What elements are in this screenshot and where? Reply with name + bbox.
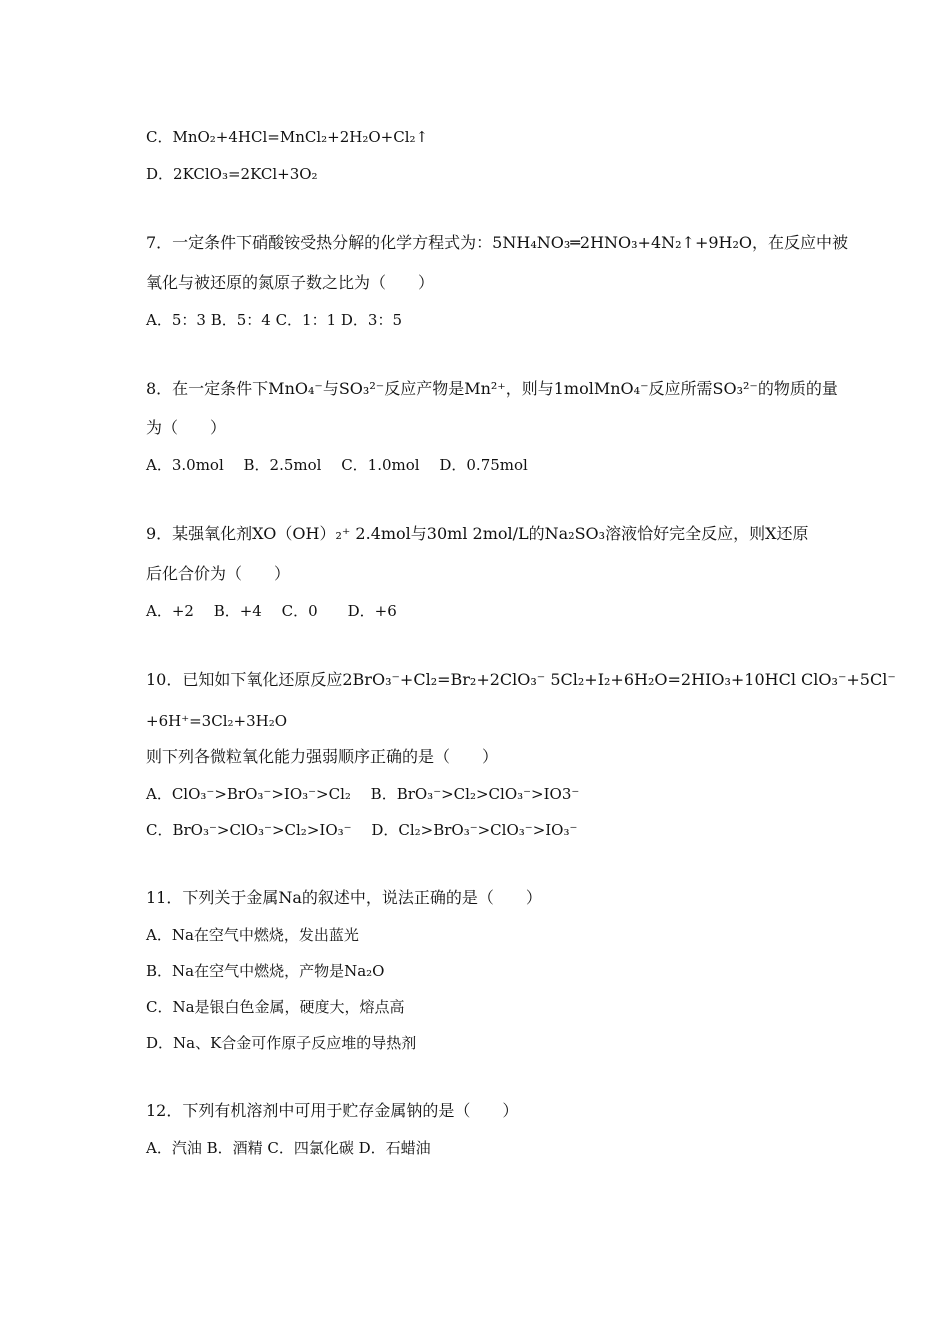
question-7-line-2: 氧化与被还原的氮原子数之比为（ ） — [146, 273, 435, 292]
question-12-stem: 12．下列有机溶剂中可用于贮存金属钠的是（ ） — [146, 1101, 519, 1120]
question-11-stem: 11．下列关于金属Na的叙述中，说法正确的是（ ） — [146, 888, 542, 907]
question-8-line-2: 为（ ） — [146, 418, 227, 437]
question-8-options: A．3.0mol B．2.5mol C．1.0mol D．0.75mol — [146, 456, 528, 474]
question-8-line-1: 8．在一定条件下MnO₄⁻与SO₃²⁻反应产物是Mn²⁺，则与1molMnO₄⁻反应所需SO₃²⁻的物质的量 — [146, 379, 838, 398]
option-6c: C．MnO₂+4HCl=MnCl₂+2H₂O+Cl₂↑ — [146, 128, 429, 146]
question-9-options: A．+2 B．+4 C．0 D．+6 — [146, 602, 397, 620]
question-10-line-2: +6H⁺=3Cl₂+3H₂O — [146, 712, 288, 730]
question-9-line-1: 9．某强氧化剂XO（OH）₂⁺ 2.4mol与30ml 2mol/L的Na₂SO₃溶液恰好完全反应，则X还原 — [146, 524, 809, 543]
question-7-options: A．5：3 B．5：4 C．1：1 D．3：5 — [146, 311, 403, 329]
question-11-option-d: D．Na、K合金可作原子反应堆的导热剂 — [146, 1034, 417, 1052]
question-10-options-ab: A．ClO₃⁻>BrO₃⁻>IO₃⁻>Cl₂ B．BrO₃⁻>Cl₂>ClO₃⁻>IO3⁻ — [146, 785, 580, 803]
question-10-options-cd: C．BrO₃⁻>ClO₃⁻>Cl₂>IO₃⁻ D．Cl₂>BrO₃⁻>ClO₃⁻>IO₃⁻ — [146, 821, 578, 839]
question-10-line-1: 10．已知如下氧化还原反应2BrO₃⁻+Cl₂=Br₂+2ClO₃⁻ 5Cl₂+I₂+6H₂O=2HIO₃+10HCl ClO₃⁻+5Cl⁻ — [146, 670, 896, 689]
option-6d: D．2KClO₃=2KCl+3O₂ — [146, 165, 318, 183]
question-11-option-a: A．Na在空气中燃烧，发出蓝光 — [146, 926, 359, 944]
question-12-options: A．汽油 B．酒精 C．四氯化碳 D．石蜡油 — [146, 1139, 431, 1157]
question-7-line-1: 7．一定条件下硝酸铵受热分解的化学方程式为：5NH₄NO₃═2HNO₃+4N₂↑+9H₂O，在反应中被 — [146, 233, 849, 252]
question-11-option-c: C．Na是银白色金属，硬度大，熔点高 — [146, 998, 405, 1016]
question-11-option-b: B．Na在空气中燃烧，产物是Na₂O — [146, 962, 385, 980]
question-10-line-3: 则下列各微粒氧化能力强弱顺序正确的是（ ） — [146, 747, 499, 766]
question-9-line-2: 后化合价为（ ） — [146, 564, 291, 583]
